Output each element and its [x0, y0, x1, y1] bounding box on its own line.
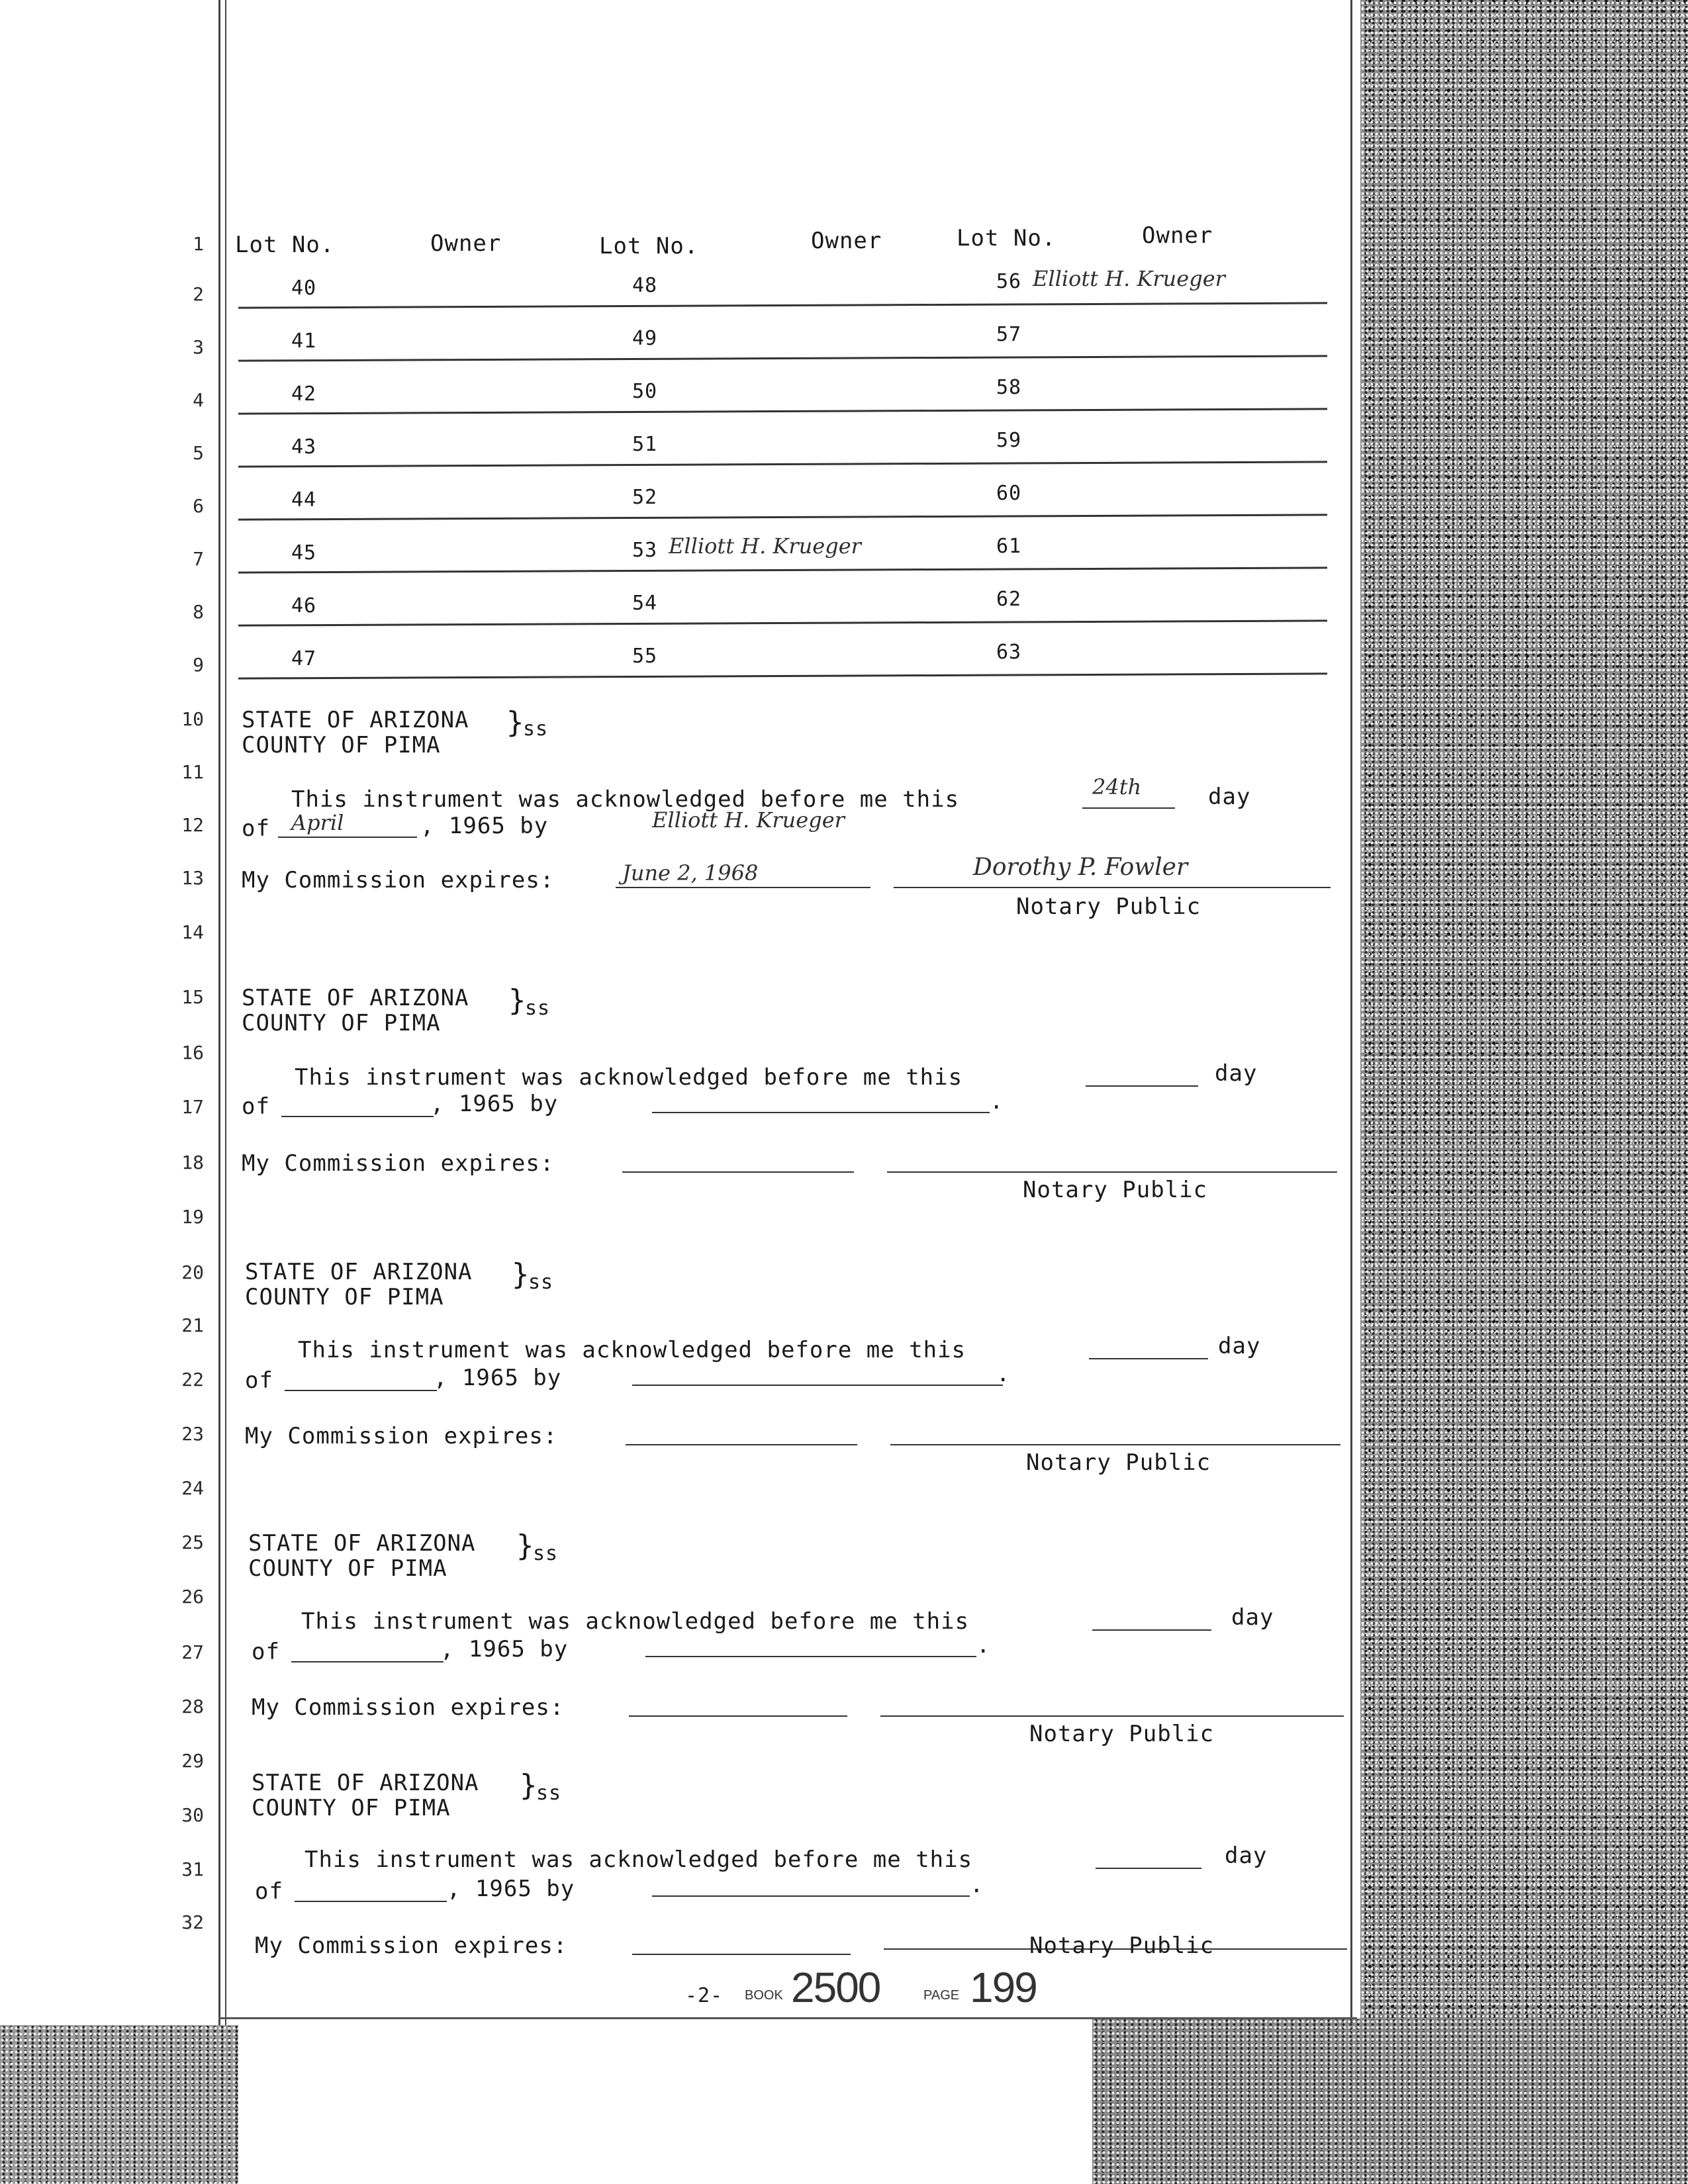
day-word: day — [1208, 784, 1251, 810]
line-number: 17 — [181, 1096, 204, 1118]
lot-number: 49 — [632, 327, 658, 350]
lot-number: 40 — [291, 277, 317, 300]
commission-label: My Commission expires: — [255, 1933, 568, 1959]
month-blank — [281, 1116, 434, 1117]
ack-text: This instrument was acknowledged before me this — [295, 1064, 963, 1091]
by-blank — [652, 1895, 970, 1897]
by-blank — [652, 1112, 990, 1113]
lot-number: 59 — [996, 429, 1022, 452]
line-number: 5 — [193, 442, 204, 464]
line-number: 11 — [181, 761, 204, 783]
page-bottom-edge — [218, 2017, 1357, 2019]
line-number: 22 — [181, 1369, 204, 1390]
notary-public-label: Notary Public — [1029, 1721, 1215, 1747]
ss-label: ss — [525, 997, 551, 1020]
ss-label: ss — [536, 1782, 562, 1805]
county-label: COUNTY OF PIMA — [242, 1010, 441, 1036]
day-blank — [1082, 807, 1175, 809]
lot-number: 56 — [996, 270, 1022, 293]
notary-signature: Dorothy P. Fowler — [973, 854, 1188, 881]
line-number: 20 — [181, 1261, 204, 1283]
commission-blank — [632, 1954, 851, 1955]
commission-label: My Commission expires: — [242, 867, 555, 893]
line-number: 1 — [193, 233, 204, 255]
line-number: 18 — [181, 1152, 204, 1173]
ack-text: This instrument was acknowledged before me this — [291, 786, 960, 813]
state-label: STATE OF ARIZONA — [252, 1770, 479, 1796]
line-number: 3 — [193, 336, 204, 358]
state-label: STATE OF ARIZONA — [242, 707, 469, 733]
line-number: 30 — [181, 1804, 204, 1826]
month-value: April — [291, 810, 344, 835]
lot-number: 44 — [291, 488, 317, 512]
lot-number: 41 — [291, 330, 317, 353]
commission-label: My Commission expires: — [252, 1694, 565, 1721]
lot-number: 52 — [632, 486, 658, 509]
lot-number: 57 — [996, 323, 1022, 346]
line-number: 7 — [193, 548, 204, 570]
owner-signature: Elliott H. Krueger — [669, 533, 861, 559]
day-word: day — [1231, 1604, 1274, 1631]
line-number: 16 — [181, 1042, 204, 1064]
period-mark: . — [990, 1088, 1004, 1115]
notary-public-label: Notary Public — [1026, 1449, 1211, 1476]
lot-number: 55 — [632, 645, 658, 668]
line-number: 28 — [181, 1696, 204, 1717]
notary-signature-line — [887, 1171, 1337, 1173]
county-label: COUNTY OF PIMA — [248, 1555, 447, 1582]
day-value: 24th — [1092, 774, 1142, 799]
of-word: of — [255, 1878, 283, 1905]
of-word: of — [245, 1367, 273, 1394]
page-margin-line-1 — [218, 0, 220, 2025]
header-lot-no-2: Lot No. — [599, 233, 699, 259]
line-number: 2 — [193, 283, 204, 305]
month-blank — [278, 837, 417, 838]
lot-number: 42 — [291, 383, 317, 406]
lot-number: 50 — [632, 380, 658, 403]
line-number: 29 — [181, 1750, 204, 1772]
line-number: 8 — [193, 601, 204, 623]
line-number: 10 — [181, 708, 204, 730]
ack-text: This instrument was acknowledged before me this — [298, 1337, 966, 1363]
notary-public-label: Notary Public — [1023, 1177, 1208, 1203]
owner-signature: Elliott H. Krueger — [1033, 266, 1225, 291]
lot-number: 60 — [996, 482, 1022, 505]
lot-number: 61 — [996, 535, 1022, 558]
commission-value: June 2, 1968 — [622, 860, 759, 886]
brace-glyph: } — [506, 705, 524, 739]
state-label: STATE OF ARIZONA — [245, 1259, 473, 1285]
scan-noise-bottom-right — [1092, 2019, 1688, 2184]
commission-label: My Commission expires: — [242, 1150, 555, 1177]
county-label: COUNTY OF PIMA — [242, 732, 441, 758]
lot-number: 62 — [996, 588, 1022, 611]
scan-noise-right — [1360, 0, 1688, 2184]
brace-glyph: } — [516, 1529, 534, 1563]
day-word: day — [1215, 1060, 1258, 1087]
scan-noise-bottom-left — [0, 2025, 238, 2184]
day-word: day — [1218, 1333, 1261, 1359]
day-blank — [1086, 1085, 1198, 1087]
line-number: 25 — [181, 1531, 204, 1553]
commission-blank — [616, 887, 870, 888]
line-number: 32 — [181, 1911, 204, 1933]
line-number: 19 — [181, 1206, 204, 1228]
notary-signature-line — [894, 887, 1331, 888]
lot-number: 47 — [291, 647, 317, 670]
page-margin-line-2 — [225, 0, 226, 2025]
lot-number: 43 — [291, 435, 317, 459]
line-number: 6 — [193, 495, 204, 517]
brace-glyph: } — [512, 1257, 530, 1291]
of-word: of — [242, 1093, 270, 1120]
commission-blank — [626, 1444, 857, 1445]
year-by: , 1965 by — [440, 1636, 569, 1662]
year-by: , 1965 by — [447, 1876, 575, 1902]
month-blank — [295, 1901, 447, 1902]
lot-number: 63 — [996, 641, 1022, 664]
line-number: 21 — [181, 1314, 204, 1336]
period-mark: . — [970, 1872, 984, 1898]
ss-label: ss — [533, 1542, 559, 1565]
header-lot-no-1: Lot No. — [235, 232, 335, 258]
ack-text: This instrument was acknowledged before me this — [301, 1608, 970, 1635]
line-number: 15 — [181, 986, 204, 1008]
lot-number: 54 — [632, 592, 658, 615]
of-word: of — [252, 1639, 280, 1665]
header-owner-2: Owner — [811, 228, 882, 254]
header-owner-1: Owner — [430, 230, 502, 257]
page-number: -2- — [685, 1984, 724, 2007]
lot-number: 46 — [291, 594, 317, 617]
by-blank — [645, 1656, 976, 1657]
notary-public-label: Notary Public — [1029, 1933, 1215, 1959]
lot-number: 48 — [632, 274, 658, 297]
notary-signature-line — [880, 1715, 1344, 1717]
state-label: STATE OF ARIZONA — [242, 985, 469, 1011]
line-number: 23 — [181, 1423, 204, 1445]
line-number: 14 — [181, 921, 204, 943]
day-word: day — [1225, 1843, 1268, 1869]
county-label: COUNTY OF PIMA — [245, 1284, 444, 1310]
month-blank — [285, 1390, 437, 1391]
line-number: 26 — [181, 1586, 204, 1608]
day-blank — [1092, 1629, 1211, 1631]
period-mark: . — [996, 1361, 1011, 1387]
lot-number: 53 — [632, 539, 658, 562]
page-right-edge — [1350, 0, 1352, 2025]
brace-glyph: } — [508, 983, 526, 1017]
line-number: 9 — [193, 654, 204, 676]
line-number: 12 — [181, 814, 204, 836]
line-number: 31 — [181, 1858, 204, 1880]
acknowledged-by-value: Elliott H. Krueger — [652, 807, 845, 833]
year-by: , 1965 by — [434, 1365, 562, 1391]
by-blank — [632, 1385, 1003, 1386]
notary-signature-line — [890, 1444, 1340, 1445]
ack-text: This instrument was acknowledged before me this — [305, 1846, 973, 1873]
day-blank — [1089, 1358, 1208, 1359]
lot-number: 51 — [632, 433, 658, 456]
ss-label: ss — [523, 717, 549, 741]
page-label: PAGE — [923, 1988, 960, 2003]
period-mark: . — [976, 1632, 991, 1659]
header-owner-3: Owner — [1142, 222, 1213, 249]
book-label: BOOK — [745, 1988, 783, 2003]
year-by: , 1965 by — [420, 813, 549, 839]
month-blank — [291, 1661, 444, 1662]
line-number: 4 — [193, 389, 204, 411]
notary-public-label: Notary Public — [1016, 893, 1201, 920]
line-number: 24 — [181, 1477, 204, 1499]
book-number: 2500 — [791, 1964, 880, 2011]
commission-blank — [622, 1171, 854, 1173]
year-by: , 1965 by — [430, 1091, 559, 1117]
line-number: 13 — [181, 867, 204, 889]
county-label: COUNTY OF PIMA — [252, 1795, 451, 1821]
day-blank — [1096, 1868, 1201, 1869]
brace-glyph: } — [520, 1768, 538, 1802]
lot-number: 45 — [291, 541, 317, 565]
page-value: 199 — [970, 1964, 1037, 2011]
commission-label: My Commission expires: — [245, 1423, 558, 1449]
header-lot-no-3: Lot No. — [957, 225, 1056, 251]
of-word: of — [242, 815, 270, 842]
line-number: 27 — [181, 1641, 204, 1663]
commission-blank — [629, 1715, 847, 1717]
lot-number: 58 — [996, 376, 1022, 399]
ss-label: ss — [528, 1271, 554, 1294]
state-label: STATE OF ARIZONA — [248, 1530, 476, 1557]
